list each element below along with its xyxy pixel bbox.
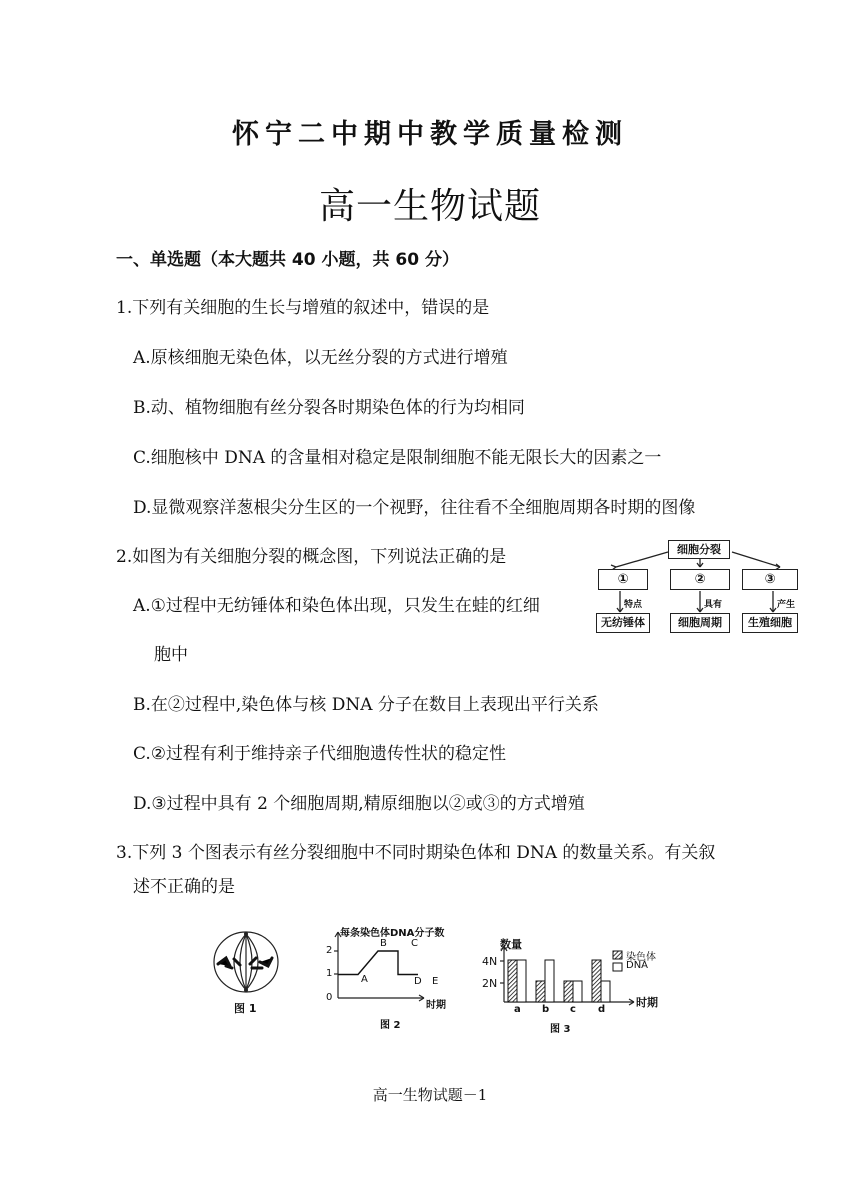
figure-2-chart xyxy=(318,922,458,1032)
figure-2-ylabel: 每条染色体DNA分子数 xyxy=(340,928,445,939)
figure-3-bar-chromosome-d xyxy=(592,960,601,1002)
figure-3-ytick-2n: 2N xyxy=(482,977,498,990)
figure-2-point-b: B xyxy=(380,938,387,949)
figure-3-caption: 图 3 xyxy=(550,1024,571,1035)
q3-stem-continued: 述不正确的是 xyxy=(133,877,235,897)
figure-1-cell xyxy=(206,928,286,1020)
figure-1-caption: 图 1 xyxy=(234,1002,257,1015)
figure-3-bar-chromosome-b xyxy=(536,981,545,1002)
q3-stem: 3.下列 3 个图表示有丝分裂细胞中不同时期染色体和 DNA 的数量关系。有关叙 xyxy=(116,843,716,863)
figure-3-legend-chromosome: 染色体 xyxy=(626,952,656,963)
q2-option-a: A.①过程中无纺锤体和染色体出现，只发生在蛙的红细 xyxy=(133,596,540,616)
figure-3-bar-dna-b xyxy=(545,960,554,1002)
figure-2-point-c: C xyxy=(411,938,418,949)
figure-3-bar-chromosome-c xyxy=(564,981,573,1002)
figure-3-bar-dna-c xyxy=(573,981,582,1002)
exam-title: 高一生物试题 xyxy=(318,186,541,227)
q2-option-c: C.②过程有利于维持亲子代细胞遗传性状的稳定性 xyxy=(133,744,507,764)
figure-2-caption: 图 2 xyxy=(380,1020,401,1031)
figure-3-legend-swatch-dna xyxy=(613,963,622,971)
figure-3-bar-dna-d xyxy=(601,981,610,1002)
figure-2-point-a: A xyxy=(361,974,368,985)
q2-stem: 2.如图为有关细胞分裂的概念图，下列说法正确的是 xyxy=(116,547,507,567)
q2-option-a-continued: 胞中 xyxy=(154,645,188,665)
diagram-relation-3: 产生 xyxy=(777,600,796,610)
diagram-node-1: ① xyxy=(598,569,648,590)
figure-3-bar-dna-a xyxy=(517,960,526,1002)
figure-2-ytick-2: 2 xyxy=(326,945,333,956)
figure-3-bar-chromosome-a xyxy=(508,960,517,1002)
figure-2-series-line xyxy=(338,951,418,975)
cell-division-concept-diagram xyxy=(596,540,800,634)
figure-2-point-d: D xyxy=(414,976,422,987)
diagram-root-box: 细胞分裂 xyxy=(668,540,730,559)
section-heading: 一、单选题（本大题共 40 小题，共 60 分） xyxy=(116,250,459,270)
diagram-node-2: ② xyxy=(670,569,730,590)
figure-3-ylabel: 数量 xyxy=(500,938,522,951)
q1-stem: 1.下列有关细胞的生长与增殖的叙述中，错误的是 xyxy=(116,298,490,318)
q1-option-c: C.细胞核中 DNA 的含量相对稳定是限制细胞不能无限长大的因素之一 xyxy=(133,448,662,468)
exam-school-heading: 怀宁二中期中教学质量检测 xyxy=(232,119,628,150)
q1-option-a: A.原核细胞无染色体，以无丝分裂的方式进行增殖 xyxy=(133,348,508,368)
diagram-relation-2: 具有 xyxy=(704,600,723,610)
figure-2-ytick-0: 0 xyxy=(326,992,333,1003)
figure-3-category-d: d xyxy=(598,1004,606,1015)
diagram-leaf-3: 生殖细胞 xyxy=(742,613,798,633)
page-footer: 高一生物试题－1 xyxy=(372,1086,488,1104)
q1-option-d: D.显微观察洋葱根尖分生区的一个视野，往往看不全细胞周期各时期的图像 xyxy=(133,498,696,518)
figure-3-category-a: a xyxy=(514,1004,521,1015)
figure-3-legend-swatch-chromosome xyxy=(613,951,622,959)
figure-3-category-b: b xyxy=(542,1004,550,1015)
diagram-leaf-1: 无纺锤体 xyxy=(596,613,650,633)
figure-2-xlabel: 时期 xyxy=(426,1000,446,1011)
figure-3-ytick-4n: 4N xyxy=(482,955,498,968)
figure-3-xlabel: 时期 xyxy=(636,996,658,1009)
q1-option-b: B.动、植物细胞有丝分裂各时期染色体的行为均相同 xyxy=(133,398,525,418)
figure-3-category-c: c xyxy=(570,1004,576,1015)
figure-3-legend-dna: DNA xyxy=(626,960,649,971)
q2-option-b: B.在②过程中,染色体与核 DNA 分子在数目上表现出平行关系 xyxy=(133,695,599,715)
diagram-leaf-2: 细胞周期 xyxy=(670,613,730,633)
figure-2-point-e: E xyxy=(432,976,439,987)
diagram-relation-1: 特点 xyxy=(624,600,643,610)
q2-option-d: D.③过程中具有 2 个细胞周期,精原细胞以②或③的方式增殖 xyxy=(133,794,585,814)
metaphase-cell-drawing xyxy=(206,928,286,998)
diagram-node-3: ③ xyxy=(742,569,798,590)
figure-2-ytick-1: 1 xyxy=(326,968,333,979)
figure-3-chart xyxy=(478,934,678,1034)
